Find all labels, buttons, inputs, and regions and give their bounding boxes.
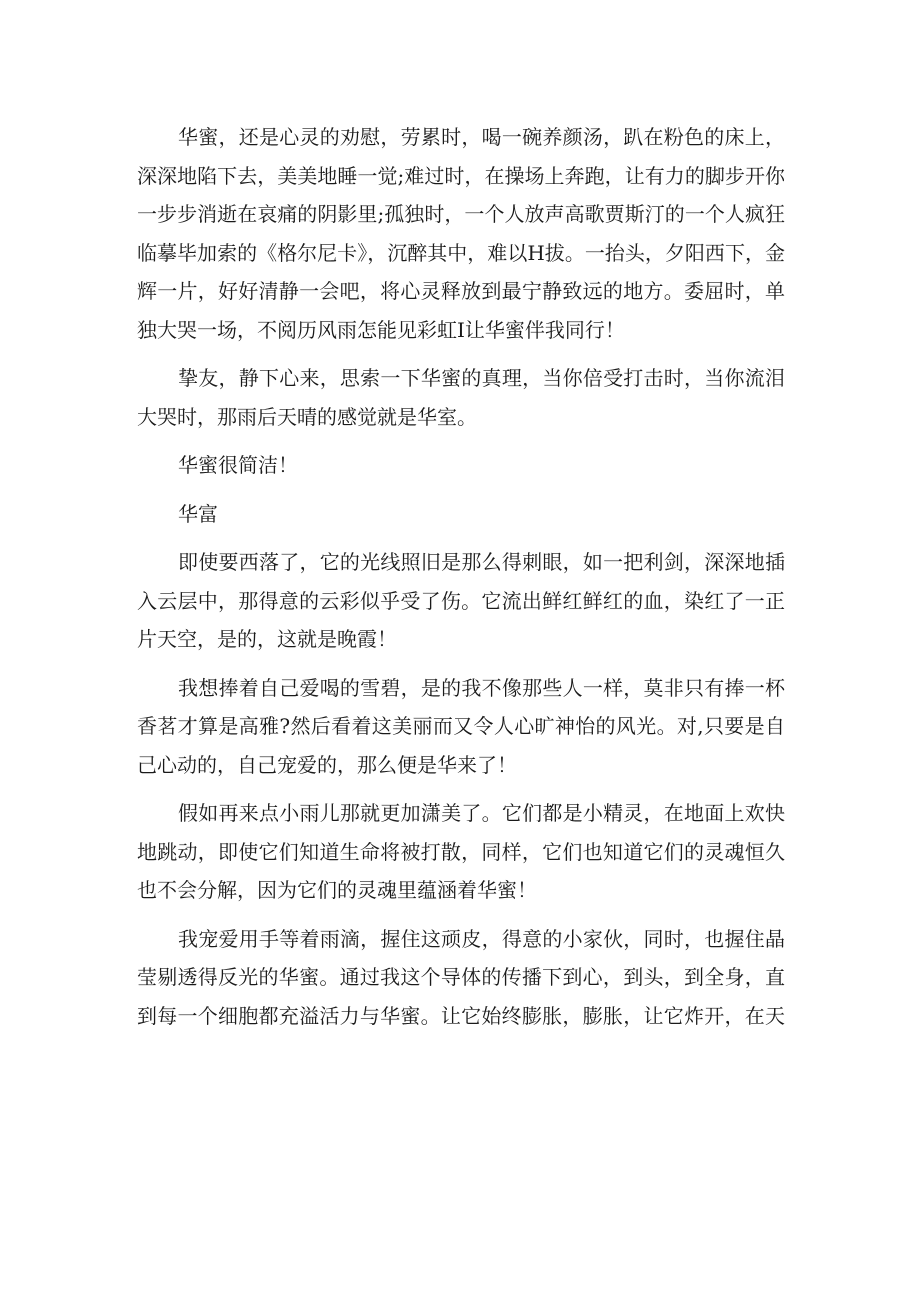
text-line: 己心动的，自己宠爱的，那么便是华来了！	[137, 752, 517, 777]
paragraph	[137, 543, 785, 659]
text-line: 我宠爱用手等着雨滴，握住这顽皮，得意的小家伙，同时，也握住晶	[178, 926, 785, 951]
text-line: 香茗才算是高雅?然后看着这美丽而又令人心旷神怡的风光。对,只要是自	[137, 714, 785, 738]
text-line: 假如再来点小雨儿那就更加潇美了。它们都是小精灵，在地面上欢快	[178, 801, 785, 825]
paragraph	[137, 446, 785, 485]
paragraph	[137, 794, 785, 910]
document-body	[137, 118, 785, 1045]
paragraph	[137, 495, 785, 534]
text-line: 莹剔透得反光的华蜜。通过我这个导体的传播下到心，到头，到全身，直	[137, 965, 785, 989]
text-line: 临摹毕加索的《格尔尼卡》，沉醉其中，难以H拔。一抬头，夕阳西下，金	[137, 240, 785, 265]
text-line: 大哭时，那雨后天晴的感觉就是华室。	[137, 404, 477, 429]
text-line: 华蜜很简洁！	[178, 453, 298, 477]
text-line: 即使要西落了，它的光线照旧是那么得刺眼，如一把利剑，深深地插	[178, 550, 785, 574]
paragraph	[137, 359, 785, 436]
text-line: 地跳动，即使它们知道生命将被打散，同样，它们也知道它们的灵魂恒久	[137, 839, 785, 864]
text-line: 也不会分解，因为它们的灵魂里蕴涵着华蜜！	[137, 878, 537, 902]
text-line: 华富	[178, 501, 218, 526]
text-line: 独大哭一场，不阅历风雨怎能见彩虹I让华蜜伴我同行！	[137, 317, 625, 342]
text-line: 深深地陷下去，美美地睡一觉;难过时，在操场上奔跑，让有力的脚步开你	[137, 163, 785, 188]
text-line: 辉一片，好好清静一会吧，将心灵释放到最宁静致远的地方。委屈时，单	[137, 279, 785, 303]
text-line: 入云层中，那得意的云彩似乎受了伤。它流出鲜红鲜红的血，染红了一正	[137, 588, 785, 613]
text-line: 到每一个细胞都充溢活力与华蜜。让它始终膨胀，膨胀，让它炸开，在天	[137, 1003, 785, 1028]
text-line: 挚友，静下心来，思索一下华蜜的真理，当你倍受打击时，当你流泪	[178, 366, 785, 390]
text-line: 片天空，是的，这就是晚霞！	[137, 627, 397, 651]
paragraph	[137, 118, 785, 349]
paragraph	[137, 669, 785, 785]
text-line: 华蜜，还是心灵的劝慰，劳累时，喝一碗养颜汤，趴在粉色的床上，	[178, 125, 785, 149]
text-line: 我想捧着自己爱喝的雪碧，是的我不像那些人一样，莫非只有捧一杯	[178, 675, 785, 700]
text-line: 一步步消逝在哀痛的阴影里;孤独时，一个人放声高歌贾斯汀的一个人疯狂	[137, 202, 785, 226]
paragraph	[137, 920, 785, 1036]
